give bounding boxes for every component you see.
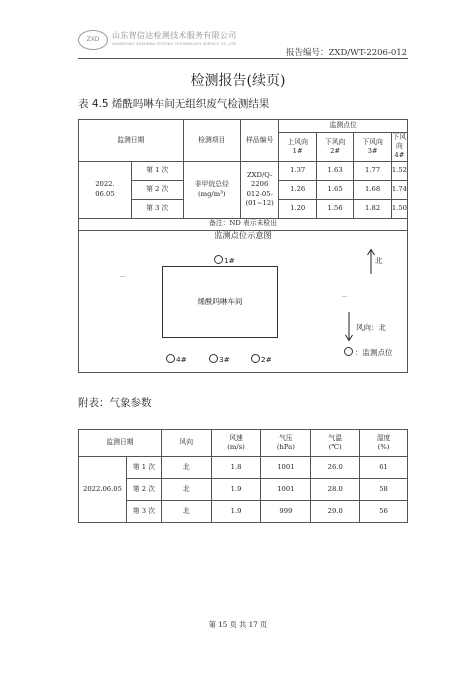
humidity-cell: 58 [360, 479, 408, 501]
point-circle-icon [251, 354, 260, 363]
weather-col-temp: 气温 (℃) [311, 430, 360, 457]
humidity-cell: 61 [360, 457, 408, 479]
point-header-2: 下风向 2# [316, 133, 353, 162]
col-header-date: 监测日期 [79, 120, 184, 162]
report-number: 报告编号：ZXD/WT-2206-012 [286, 48, 408, 58]
monitoring-point-3: 3# [209, 354, 230, 364]
weather-col-humidity: 湿度 (%) [360, 430, 408, 457]
point-circle-icon [166, 354, 175, 363]
value-cell: 1.37 [279, 161, 316, 180]
value-cell: 1.52 [391, 161, 407, 180]
row-label: 第 2 次 [131, 180, 183, 199]
point-circle-icon [344, 347, 353, 356]
scan-mark [342, 296, 347, 297]
monitoring-point-1: 1# [214, 255, 235, 265]
col-header-item: 检测项目 [183, 120, 240, 162]
page-title: 检测报告(续页) [190, 73, 286, 89]
pressure-cell: 999 [261, 501, 311, 523]
row-label: 第 1 次 [131, 161, 183, 180]
diagram-title: 监测点位示意图 [214, 230, 272, 240]
scan-mark [120, 276, 126, 277]
row-label: 第 3 次 [126, 501, 161, 523]
wind-dir-cell: 北 [161, 479, 211, 501]
weather-col-speed: 风速 (m/s) [211, 430, 261, 457]
workshop-label: 烯酰吗啉车间 [197, 297, 243, 306]
point-header-3: 下风向 3# [354, 133, 392, 162]
value-cell: 1.77 [354, 161, 392, 180]
value-cell: 1.26 [279, 180, 316, 199]
humidity-cell: 56 [360, 501, 408, 523]
value-cell: 1.63 [316, 161, 353, 180]
temp-cell: 26.0 [311, 457, 360, 479]
value-cell: 1.65 [316, 180, 353, 199]
wind-direction-label: 风向：北 [356, 323, 386, 332]
weather-col-date: 监测日期 [79, 430, 162, 457]
weather-table [78, 429, 408, 523]
point-header-4: 下风向 4# [392, 133, 407, 160]
monitoring-point-2: 2# [251, 354, 272, 364]
value-cell: 1.20 [279, 199, 316, 218]
table-caption: 表 4.5 烯酰吗啉车间无组织废气检测结果 [78, 98, 270, 110]
temp-cell: 28.0 [311, 479, 360, 501]
company-name-cn: 山东智信达检测技术服务有限公司 [112, 31, 237, 40]
col-header-points: 监测点位 [279, 120, 408, 133]
speed-cell: 1.8 [211, 457, 261, 479]
page-footer: 第 15 页 共 17 页 [208, 620, 268, 629]
point-circle-icon [209, 354, 218, 363]
wind-dir-cell: 北 [161, 501, 211, 523]
header-divider [78, 58, 408, 59]
weather-date-cell: 2022.06.05 [79, 457, 127, 523]
item-cell: 非甲烷总烃 (mg/m³) [183, 161, 240, 218]
wind-direction-arrow-icon [344, 312, 354, 342]
table-note: 备注：ND 表示未检出 [79, 218, 408, 230]
row-label: 第 2 次 [126, 479, 161, 501]
diagram-legend: ：监测点位 [344, 347, 393, 358]
value-cell: 1.68 [354, 180, 392, 199]
speed-cell: 1.9 [211, 479, 261, 501]
row-label: 第 3 次 [131, 199, 183, 218]
north-label: 北 [375, 256, 383, 265]
weather-col-wind-dir: 风向 [161, 430, 211, 457]
date-cell: 2022. 06.05 [79, 161, 132, 218]
point-header-1: 上风向 1# [279, 133, 316, 162]
value-cell: 1.56 [316, 199, 353, 218]
value-cell: 1.74 [391, 180, 407, 199]
sample-cell: ZXD/Q-2206 012-05- (01~12) [240, 161, 279, 218]
pressure-cell: 1001 [261, 479, 311, 501]
point-circle-icon [214, 255, 223, 264]
row-label: 第 1 次 [126, 457, 161, 479]
value-cell: 1.50 [391, 199, 407, 218]
value-cell: 1.82 [354, 199, 392, 218]
appendix-title: 附表：气象参数 [78, 397, 152, 409]
result-table [78, 119, 408, 231]
temp-cell: 29.0 [311, 501, 360, 523]
company-name-en: SHANDONG ZHIXINDA TESTING TECHNOLOGY SERVICE CO.,LTD [112, 42, 237, 46]
company-logo: ZXD [78, 30, 108, 50]
col-header-sample: 样品编号 [240, 120, 279, 162]
wind-dir-cell: 北 [161, 457, 211, 479]
speed-cell: 1.9 [211, 501, 261, 523]
weather-col-pressure: 气压 (hPa) [261, 430, 311, 457]
pressure-cell: 1001 [261, 457, 311, 479]
monitoring-point-4: 4# [166, 354, 187, 364]
